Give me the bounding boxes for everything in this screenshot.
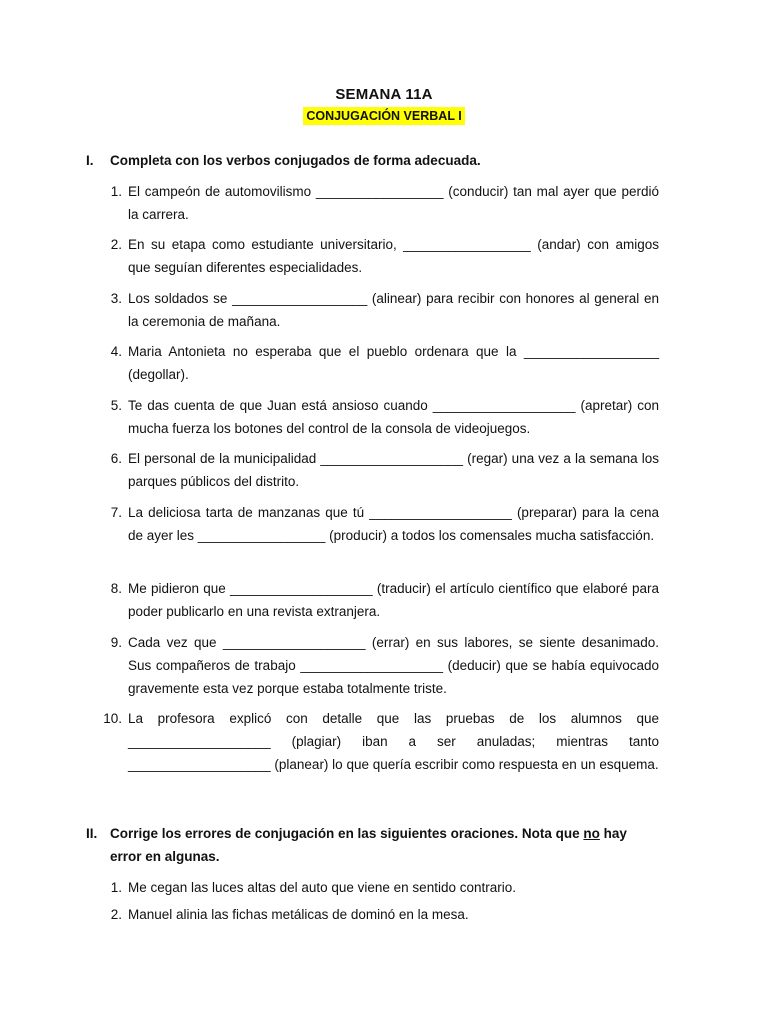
section-2 xyxy=(86,822,660,868)
subtitle-wrap xyxy=(0,107,768,125)
item-text: En su etapa como estudiante universitario, _________________ (andar) con amigos que seguían diferentes especialidades. xyxy=(128,237,659,275)
item-text: El campeón de automovilismo _________________ (conducir) tan mal ayer que perdió la carrera. xyxy=(128,184,659,222)
item-text: Me cegan las luces altas del auto que viene en sentido contrario. xyxy=(128,880,516,895)
section-1 xyxy=(86,149,660,172)
item-number: 10. xyxy=(103,711,122,726)
section-1-heading xyxy=(86,149,660,172)
section-2-heading xyxy=(86,822,660,868)
item-number: 8. xyxy=(110,581,122,596)
item-number: 2. xyxy=(110,907,122,922)
item-number: 4. xyxy=(110,344,122,359)
item-text: La deliciosa tarta de manzanas que tú ___________________ (preparar) para la cena de ayer les _________________ (producir) a todos los comensales mucha satisfacción. xyxy=(128,505,659,543)
item-text: Los soldados se __________________ (alinear) para recibir con honores al general en la ceremonia de mañana. xyxy=(128,291,659,329)
item-number: 3. xyxy=(110,291,122,306)
item-text: Cada vez que ___________________ (errar) en sus labores, se siente desanimado. Sus compañeros de trabajo ___________________ (deducir) que se había equivocado gravemente esta vez porque estaba totalmente triste. xyxy=(128,635,659,696)
section-2-instruction xyxy=(110,822,660,868)
item-number: 1. xyxy=(110,880,122,895)
item-number: 6. xyxy=(110,451,122,466)
item-text: Manuel alinia las fichas metálicas de dominó en la mesa. xyxy=(128,907,469,922)
section-1-number: I. xyxy=(86,153,94,168)
page-subtitle: CONJUGACIÓN VERBAL I xyxy=(303,107,464,125)
item-text: Te das cuenta de que Juan está ansioso cuando ___________________ (apretar) con mucha fuerza los botones del control de la consola de videojuegos. xyxy=(128,398,659,436)
section-2-number: II. xyxy=(86,826,98,841)
item-number: 5. xyxy=(110,398,122,413)
section-2-instruction-emphasis: no xyxy=(583,826,600,841)
item-number: 9. xyxy=(110,635,122,650)
item-number: 1. xyxy=(110,184,122,199)
section-2-instruction-part1: Corrige los errores de conjugación en las siguientes oraciones. Nota que xyxy=(110,826,584,841)
item-text: Maria Antonieta no esperaba que el pueblo ordenara que la __________________ (degollar). xyxy=(128,344,659,382)
section-2-instruction-part2: hay error en algunas. xyxy=(110,826,627,864)
item-text: La profesora explicó con detalle que las pruebas de los alumnos que ___________________ (plagiar) iban a ser anuladas; mientras tanto ___________________ (planear) lo que quería escribir como respuesta en un esquema. xyxy=(128,711,659,772)
item-number: 2. xyxy=(110,237,122,252)
item-text: Me pidieron que ___________________ (traducir) el artículo científico que elaboré para poder publicarlo en una revista extranjera. xyxy=(128,581,659,619)
item-text: El personal de la municipalidad ___________________ (regar) una vez a la semana los parques públicos del distrito. xyxy=(128,451,659,489)
item-number: 7. xyxy=(110,505,122,520)
section-1-instruction: Completa con los verbos conjugados de forma adecuada. xyxy=(110,153,481,168)
page-title: SEMANA 11A xyxy=(335,86,433,103)
